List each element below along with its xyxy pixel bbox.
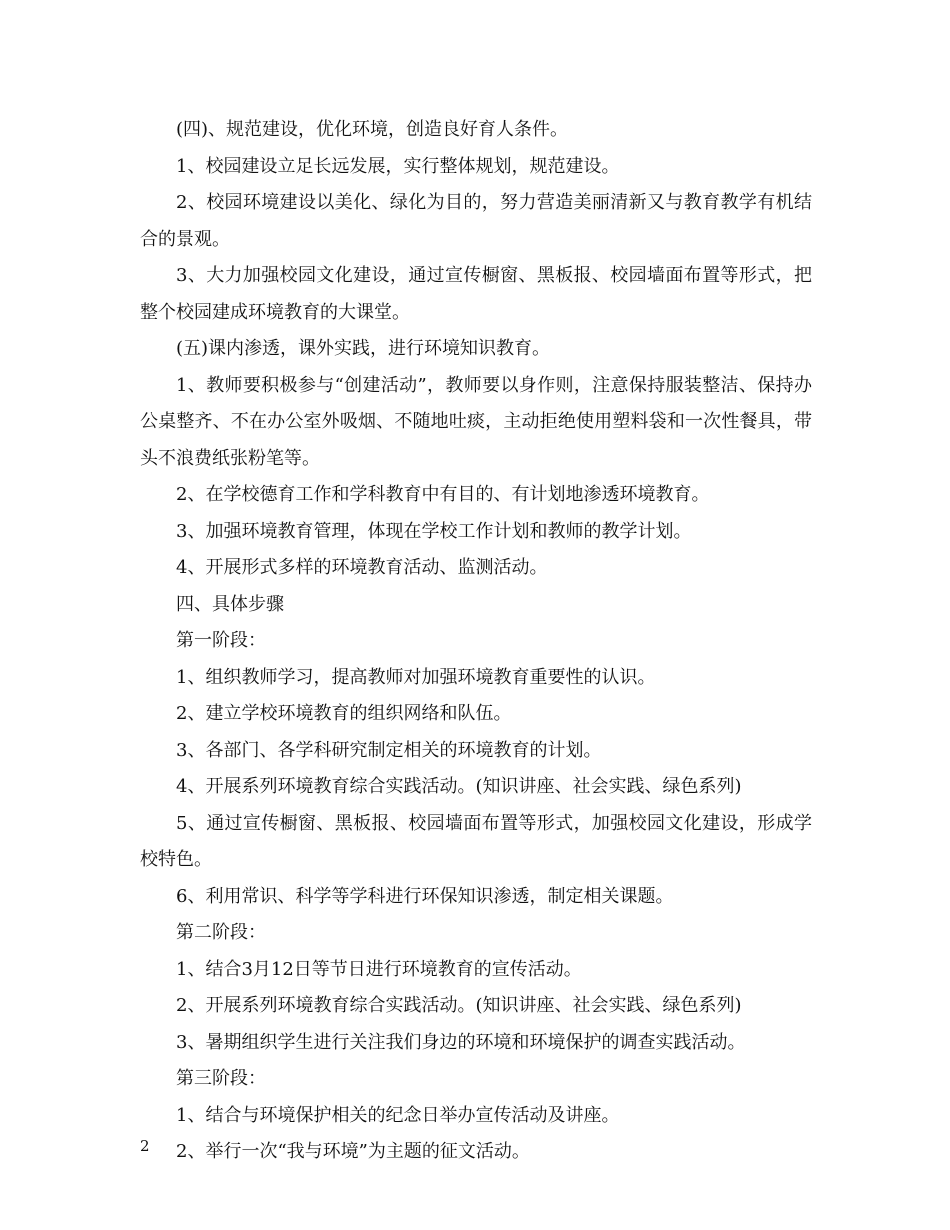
paragraph: 2、建立学校环境教育的组织网络和队伍。 (176, 703, 512, 724)
paragraph: 4、开展形式多样的环境教育活动、监测活动。 (176, 557, 548, 578)
document-body (140, 112, 812, 1171)
paragraph: 5、通过宣传橱窗、黑板报、校园墙面布置等形式，加强校园文化建设，形成学校特色。 (140, 812, 812, 870)
paragraph: 1、校园建设立足长远发展，实行整体规划，规范建设。 (176, 155, 620, 177)
paragraph: 1、教师要积极参与“创建活动”，教师要以身作则，注意保持服装整洁、保持办公桌整齐、不在办公室外吸烟、不随地吐痰，主动拒绝使用塑料袋和一次性餐具，带头不浪费纸张粉笔等。 (140, 374, 812, 469)
page-number: 2 (140, 1137, 150, 1155)
paragraph: 1、组织教师学习，提高教师对加强环境教育重要性的认识。 (176, 666, 656, 688)
paragraph: 2、校园环境建设以美化、绿化为目的，努力营造美丽清新又与教育教学有机结合的景观。 (140, 192, 812, 250)
stage-heading-2: 第二阶段： (176, 922, 266, 943)
section-heading-5: (五)课内渗透，课外实践，进行环境知识教育。 (176, 338, 551, 359)
paragraph: 3、各部门、各学科研究制定相关的环境教育的计划。 (176, 739, 602, 761)
paragraph: 2、在学校德育工作和学科教育中有目的、有计划地渗透环境教育。 (176, 484, 710, 505)
stage-heading-3: 第三阶段： (176, 1068, 266, 1089)
paragraph: 2、举行一次“我与环境”为主题的征文活动。 (176, 1141, 530, 1162)
paragraph: 3、加强环境教育管理，体现在学校工作计划和教师的教学计划。 (176, 520, 692, 542)
paragraph: 3、暑期组织学生进行关注我们身边的环境和环境保护的调查实践活动。 (176, 1031, 746, 1053)
paragraph: 1、结合3月12日等节日进行环境教育的宣传活动。 (176, 958, 582, 980)
section-heading-steps: 四、具体步骤 (176, 593, 284, 615)
paragraph: 1、结合与环境保护相关的纪念日举办宣传活动及讲座。 (176, 1104, 620, 1126)
paragraph: 3、大力加强校园文化建设，通过宣传橱窗、黑板报、校园墙面布置等形式，把整个校园建成环境教育的大课堂。 (140, 265, 812, 323)
stage-heading-1: 第一阶段： (176, 630, 266, 651)
paragraph: 2、开展系列环境教育综合实践活动。(知识讲座、社会实践、绿色系列) (176, 995, 742, 1016)
paragraph: 4、开展系列环境教育综合实践活动。(知识讲座、社会实践、绿色系列) (176, 776, 742, 797)
paragraph: 6、利用常识、科学等学科进行环保知识渗透，制定相关课题。 (176, 885, 674, 907)
section-heading-4: (四)、规范建设，优化环境，创造良好育人条件。 (176, 119, 569, 140)
